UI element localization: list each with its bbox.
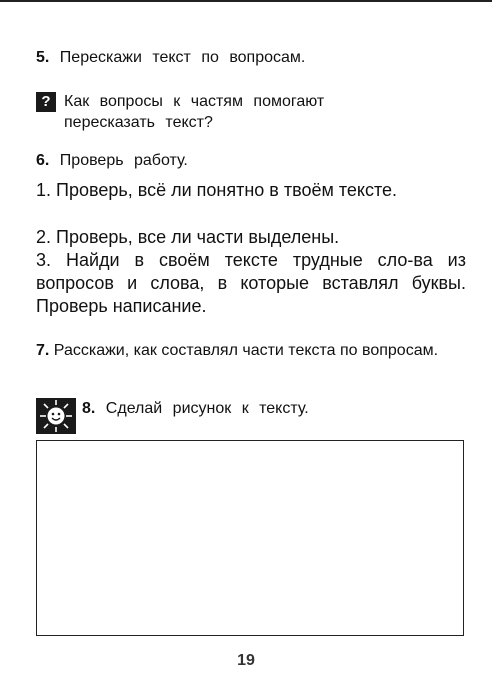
task-6-item-2: 2. Проверь, все ли части выделены. bbox=[36, 227, 340, 247]
question-line-2: пересказать текст? bbox=[64, 114, 213, 131]
task-6-text: Проверь работу. bbox=[59, 152, 188, 169]
task-6-item-3: 3. Найди в своём тексте трудные сло-ва из вопросов и слова, в которые вставлял буквы. Проверь написание. bbox=[36, 250, 466, 316]
page-number: 19 bbox=[237, 652, 255, 669]
task-5 bbox=[36, 47, 466, 68]
task-7-number: 7. bbox=[36, 342, 50, 359]
task-6-item-1: 1. Проверь, всё ли понятно в твоём тексте. bbox=[36, 180, 398, 200]
task-5-text: Перескажи текст по вопросам. bbox=[59, 49, 306, 66]
drawing-frame bbox=[36, 440, 464, 636]
task-7-text: Расскажи, как составлял части текста по вопросам. bbox=[53, 342, 439, 359]
top-border-line bbox=[0, 0, 492, 2]
question-line-1: Как вопросы к частям помогают bbox=[64, 93, 325, 110]
task-8-number: 8. bbox=[82, 400, 96, 417]
task-6 bbox=[36, 150, 466, 171]
question-mark-icon: ? bbox=[36, 92, 56, 112]
task-5-number: 5. bbox=[36, 49, 50, 66]
task-7 bbox=[36, 340, 466, 361]
task-8-text: Сделай рисунок к тексту. bbox=[105, 400, 309, 417]
task-8 bbox=[82, 398, 466, 419]
sun-icon bbox=[36, 398, 76, 434]
task-6-number: 6. bbox=[36, 152, 50, 169]
question-block bbox=[36, 91, 466, 133]
